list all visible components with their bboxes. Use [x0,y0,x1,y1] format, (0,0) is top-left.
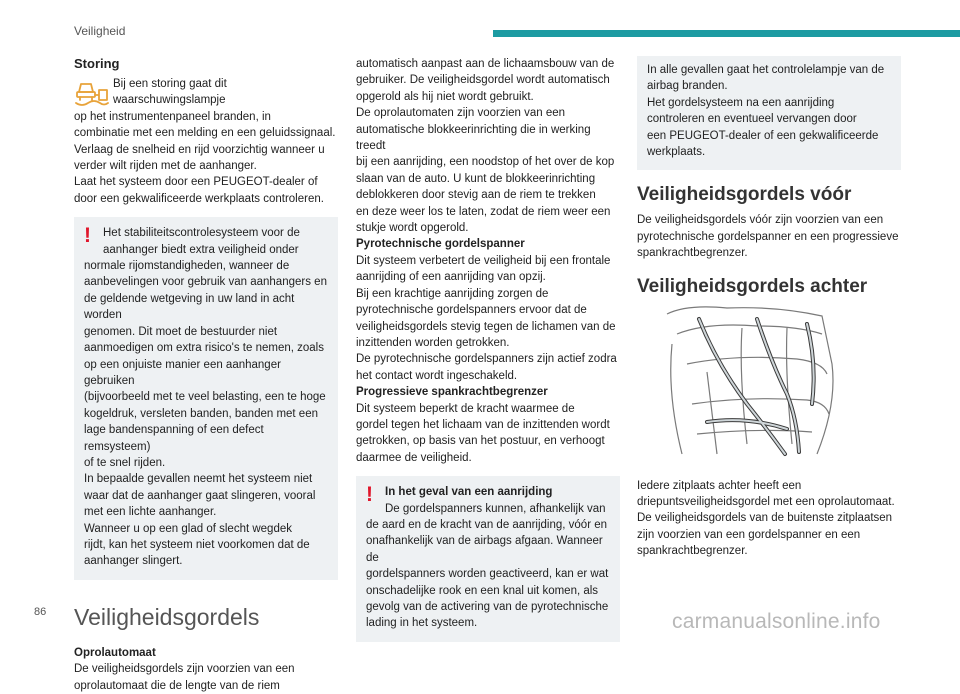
cont-line: opgerold als hij niet wordt gebruikt. [356,90,534,103]
column-middle [356,56,620,642]
collision-line: onafhankelijk van de airbags afgaan. Wanneer de [366,535,603,564]
collision-line: lading in het systeem. [366,617,478,630]
cont-line: automatisch aanpast aan de lichaamsbouw van de [356,58,615,70]
warning-line: aanhanger slingert. [84,555,183,568]
pyro-line: Bij een krachtige aanrijding zorgen de [356,287,549,300]
warning-line: op een onjuiste manier een aanhanger gebruiken [84,358,281,387]
storing-line: Laat het systeem door een PEUGEOT-dealer of [74,176,318,189]
header-accent-bar [493,30,960,37]
cont-line: en deze weer los te laten, zodat de riem weer een [356,205,611,218]
warning-line: kogeldruk, versleten banden, banden met een [84,407,318,420]
front-line: pyrotechnische gordelspanner en een progressieve [637,230,899,243]
warning-line: aanbevelingen voor gebruik van aanhangers en [84,276,327,289]
front-line: De veiligheidsgordels vóór zijn voorzien van een [637,214,884,227]
section-heading-veiligheidsgordels: Veiligheidsgordels [74,603,260,630]
cont-line: De oprolautomaten zijn voorzien van een [356,107,566,120]
column-left [74,56,338,694]
warning-line: aanmoedigen om extra risico's te nemen, zoals [84,342,324,355]
running-header: Veiligheid [74,24,126,38]
column-right [637,56,901,560]
pyro-line: het contact wordt ingeschakeld. [356,369,518,382]
note-line: werkplaats. [647,146,706,159]
pyro-line: aanrijding of een aanrijding van opzij. [356,271,546,284]
rear-line: De veiligheidsgordels van de buitenste zitplaatsen [637,512,893,525]
trailer-warning-lamp-icon [74,78,109,108]
pyro-line: Dit systeem verbetert de veiligheid bij een frontale [356,254,611,267]
warning-line: Het stabiliteitscontrolesysteem voor de [103,227,300,240]
front-seatbelts-heading: Veiligheidsgordels vóór [637,184,852,206]
note-line: In alle gevallen gaat het controlelampje van de [647,64,885,76]
warning-line: waar dat de aanhanger gaat slingeren, vooral [84,489,316,502]
storing-line: op het instrumentenpaneel branden, in [74,110,271,123]
warning-line: of te snel rijden. [84,456,166,469]
note-line: een PEUGEOT-dealer of een gekwalificeerde [647,129,879,142]
oprol-line: oprolautomaat die de lengte van de riem [74,679,280,692]
warning-line: In bepaalde gevallen neemt het systeem niet [84,473,313,486]
warning-line: Wanneer u op een glad of slecht wegdek [84,522,292,535]
oprol-line: De veiligheidsgordels zijn voorzien van een [74,663,295,676]
storing-line: verder wilt rijden met de aanhanger. [74,160,257,173]
cont-line: slaan van de auto. U kunt de blokkeerinrichting [356,172,596,185]
progressive-heading: Progressieve spankrachtbegrenzer [356,386,548,399]
cont-line: gebruiker. De veiligheidsgordel wordt automatisch [356,74,610,87]
collision-line: onschadelijke rook en een knal uit komen, als [366,584,599,597]
rear-line: spankrachtbegrenzer. [637,545,748,558]
pyro-line: veiligheidsgordels stevig tegen de lichamen van de [356,320,616,333]
exclamation-icon: ! [366,483,373,507]
prog-line: gordel tegen het lichaam van de inzittenden wordt [356,418,610,431]
warning-line: met een lichte aanhanger. [84,506,217,519]
cont-line: stukje wordt opgerold. [356,222,469,235]
collision-heading: In het geval van een aanrijding [385,486,553,499]
warning-line: lage bandenspanning of een defect remsysteem) [84,424,264,453]
cont-line: bij een aanrijding, een noodstop of het over de kop [356,156,615,169]
cont-line: automatische blokkeerinrichting die in werking treedt [356,123,591,153]
collision-line: De gordelspanners kunnen, afhankelijk van [385,502,606,515]
rear-line: driepuntsveiligheidsgordel met een oprolautomaat. [637,496,895,509]
collision-warning-box [356,476,620,642]
note-line: airbag branden. [647,80,728,93]
exclamation-icon: ! [84,224,91,248]
pyro-heading: Pyrotechnische gordelspanner [356,238,525,251]
storing-line: Verlaag de snelheid en rijd voorzichtig wanneer u [74,143,325,156]
cont-line: deblokkeren door stevig aan de riem te trekken [356,189,596,202]
front-line: spankrachtbegrenzer. [637,247,748,260]
pyro-line: De pyrotechnische gordelspanners zijn actief zodra [356,353,617,366]
note-line: controleren en eventueel vervangen door [647,113,857,126]
page-number: 86 [34,606,47,618]
collision-line: de aard en de kracht van de aanrijding, vóór en [366,518,608,531]
storing-line: Bij een storing gaat dit waarschuwingslampje [113,78,227,107]
pyro-line: pyrotechnische gordelspanners ervoor dat de [356,304,587,317]
storing-line: combinatie met een melding en een geluidssignaal. [74,127,336,140]
oprolautomaat-heading: Oprolautomaat [74,646,156,659]
warning-line: genomen. Dit moet de bestuurder niet [84,325,278,338]
rear-line: Iedere zitplaats achter heeft een [637,479,802,492]
prog-line: daarmee de veiligheid. [356,451,472,464]
warning-line: de geldende wetgeving in uw land in acht worden [84,292,295,322]
warning-line: normale rijomstandigheden, wanneer de [84,260,290,273]
storing-paragraph [74,76,338,207]
storing-line: door een gekwalificeerde werkplaats controleren. [74,192,324,205]
collision-warning-box-continued [637,56,901,170]
prog-line: getrokken, op basis van het postuur, en verhoogt [356,435,605,448]
collision-line: gordelspanners worden geactiveerd, kan er wat [366,568,609,581]
note-line: Het gordelsysteem na een aanrijding [647,96,835,109]
collision-line: gevolg van de activering van de pyrotechnische [366,601,609,613]
pyro-line: inzittenden worden getrokken. [356,336,510,349]
warning-line: (bijvoorbeeld met te veel belasting, een te hoge [84,391,326,404]
warning-line: aanhanger biedt extra veiligheid onder [103,243,299,256]
prog-line: Dit systeem beperkt de kracht waarmee de [356,402,575,415]
warning-box [74,217,338,580]
rear-seatbelts-heading: Veiligheidsgordels achter [637,275,868,297]
warning-line: rijdt, kan het systeem niet voorkomen dat de [84,538,310,551]
rear-seatbelt-illustration [647,304,847,472]
storing-heading: Storing [74,56,120,71]
watermark: carmanualsonline.info [672,610,881,633]
rear-line: zijn voorzien van een gordelspanner en een [637,528,861,541]
